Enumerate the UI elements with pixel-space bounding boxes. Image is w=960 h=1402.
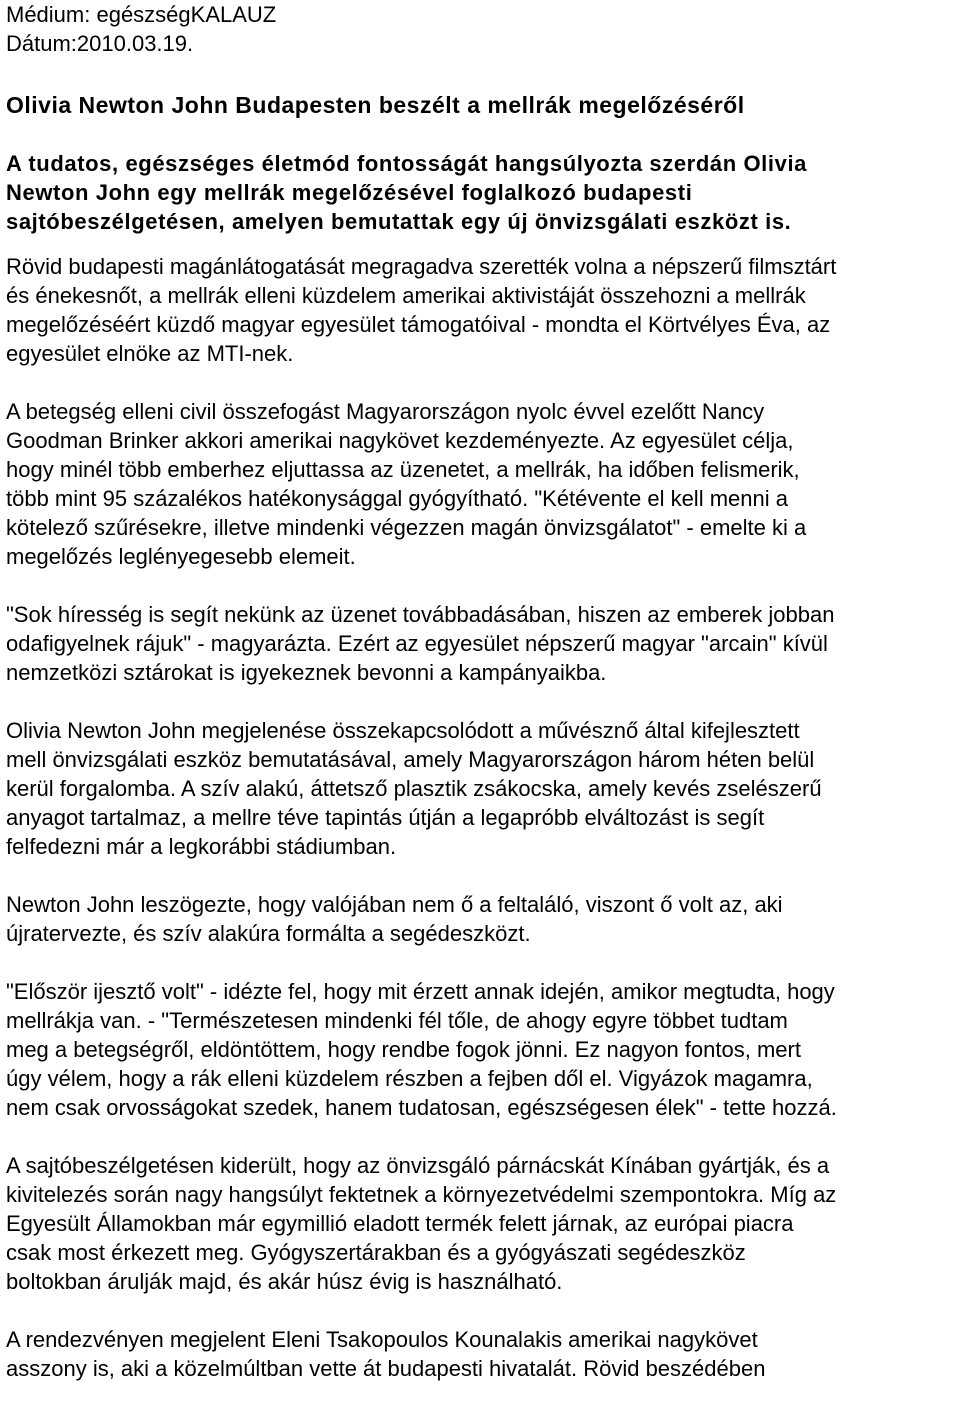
- paragraph-8: [6, 1325, 958, 1383]
- paragraph-line: A sajtóbeszélgetésen kiderült, hogy az önvizsgáló párnácskát Kínában gyártják, és a: [6, 1153, 830, 1178]
- paragraph-line: újratervezte, és szív alakúra formálta a segédeszközt.: [6, 921, 531, 946]
- paragraph-line: felfedezni már a legkorábbi stádiumban.: [6, 834, 397, 859]
- paragraph-line: Olivia Newton John megjelenése összekapcsolódott a művésznő által kifejlesztett: [6, 718, 800, 743]
- paragraph-line: mellrákja van. - "Természetesen mindenki fél tőle, de ahogy egyre többet tudtam: [6, 1008, 788, 1033]
- document-meta: [6, 0, 958, 58]
- paragraph-line: A betegség elleni civil összefogást Magyarországon nyolc évvel ezelőtt Nancy: [6, 399, 765, 424]
- paragraph-line: több mint 95 százalékos hatékonysággal gyógyítható. "Kétévente el kell menni a: [6, 486, 788, 511]
- paragraph-line: és énekesnőt, a mellrák elleni küzdelem amerikai aktivistáját összehozni a mellrák: [6, 283, 806, 308]
- paragraph-line: megelőzés leglényegesebb elemeit.: [6, 544, 356, 569]
- article-title: Olivia Newton John Budapesten beszélt a mellrák megelőzéséről: [6, 92, 745, 118]
- paragraph-line: mell önvizsgálati eszköz bemutatásával, amely Magyarországon három héten belül: [6, 747, 815, 772]
- paragraph-line: Egyesült Államokban már egymillió eladott termék felett járnak, az európai piacra: [6, 1211, 794, 1236]
- paragraph-line: egyesület elnöke az MTI-nek.: [6, 341, 294, 366]
- lead-line: sajtóbeszélgetésen, amelyen bemutattak egy új önvizsgálati eszközt is.: [6, 209, 792, 234]
- paragraph-line: A rendezvényen megjelent Eleni Tsakopoulos Kounalakis amerikai nagykövet: [6, 1327, 758, 1352]
- lead-line: Newton John egy mellrák megelőzésével foglalkozó budapesti: [6, 180, 693, 205]
- article-lead: [6, 149, 958, 236]
- paragraph-line: csak most érkezett meg. Gyógyszertárakban és a gyógyászati segédeszköz: [6, 1240, 746, 1265]
- paragraph-line: meg a betegségről, eldöntöttem, hogy rendbe fogok jönni. Ez nagyon fontos, mert: [6, 1037, 801, 1062]
- paragraph-line: megelőzéséért küzdő magyar egyesület támogatóival - mondta el Körtvélyes Éva, az: [6, 312, 831, 337]
- paragraph-line: boltokban árulják majd, és akár húsz évig is használható.: [6, 1269, 563, 1294]
- paragraph-3: [6, 600, 958, 687]
- paragraph-line: hogy minél több emberhez eljuttassa az üzenetet, a mellrák, ha időben felismerik,: [6, 457, 800, 482]
- paragraph-line: anyagot tartalmaz, a mellre téve tapintás útján a legapróbb elváltozást is segít: [6, 805, 765, 830]
- paragraph-2: [6, 397, 958, 571]
- paragraph-line: kötelező szűrésekre, illetve mindenki végezzen magán önvizsgálatot" - emelte ki a: [6, 515, 807, 540]
- paragraph-line: odafigyelnek rájuk" - magyarázta. Ezért az egyesület népszerű magyar "arcain" kívül: [6, 631, 828, 656]
- paragraph-line: "Először ijesztő volt" - idézte fel, hogy mit érzett annak idején, amikor megtudta, hogy: [6, 979, 835, 1004]
- paragraph-line: Newton John leszögezte, hogy valójában nem ő a feltaláló, viszont ő volt az, aki: [6, 892, 783, 917]
- paragraph-line: Goodman Brinker akkori amerikai nagykövet kezdeményezte. Az egyesület célja,: [6, 428, 794, 453]
- paragraph-line: Rövid budapesti magánlátogatását megragadva szerették volna a népszerű filmsztárt: [6, 254, 837, 279]
- paragraph-6: [6, 977, 958, 1122]
- paragraph-line: nemzetközi sztárokat is igyekeznek bevonni a kampányaikba.: [6, 660, 607, 685]
- paragraph-line: úgy vélem, hogy a rák elleni küzdelem részben a fejben dől el. Vigyázok magamra,: [6, 1066, 813, 1091]
- paragraph-line: asszony is, aki a közelmúltban vette át budapesti hivatalát. Rövid beszédében: [6, 1356, 766, 1381]
- paragraph-5: [6, 890, 958, 948]
- lead-line: A tudatos, egészséges életmód fontosságát hangsúlyozta szerdán Olivia: [6, 151, 807, 176]
- paragraph-7: [6, 1151, 958, 1296]
- date-line: Dátum:2010.03.19.: [6, 31, 194, 56]
- paragraph-line: kivitelezés során nagy hangsúlyt fektetnek a környezetvédelmi szempontokra. Míg az: [6, 1182, 837, 1207]
- paragraph-1: [6, 252, 958, 368]
- paragraph-line: "Sok híresség is segít nekünk az üzenet továbbadásában, hiszen az emberek jobban: [6, 602, 835, 627]
- document-page: [6, 0, 958, 1383]
- paragraph-line: kerül forgalomba. A szív alakú, áttetsző plasztik zsákocska, amely kevés zselészerű: [6, 776, 822, 801]
- paragraph-4: [6, 716, 958, 861]
- paragraph-line: nem csak orvosságokat szedek, hanem tudatosan, egészségesen élek" - tette hozzá.: [6, 1095, 837, 1120]
- medium-line: Médium: egészségKALAUZ: [6, 2, 277, 27]
